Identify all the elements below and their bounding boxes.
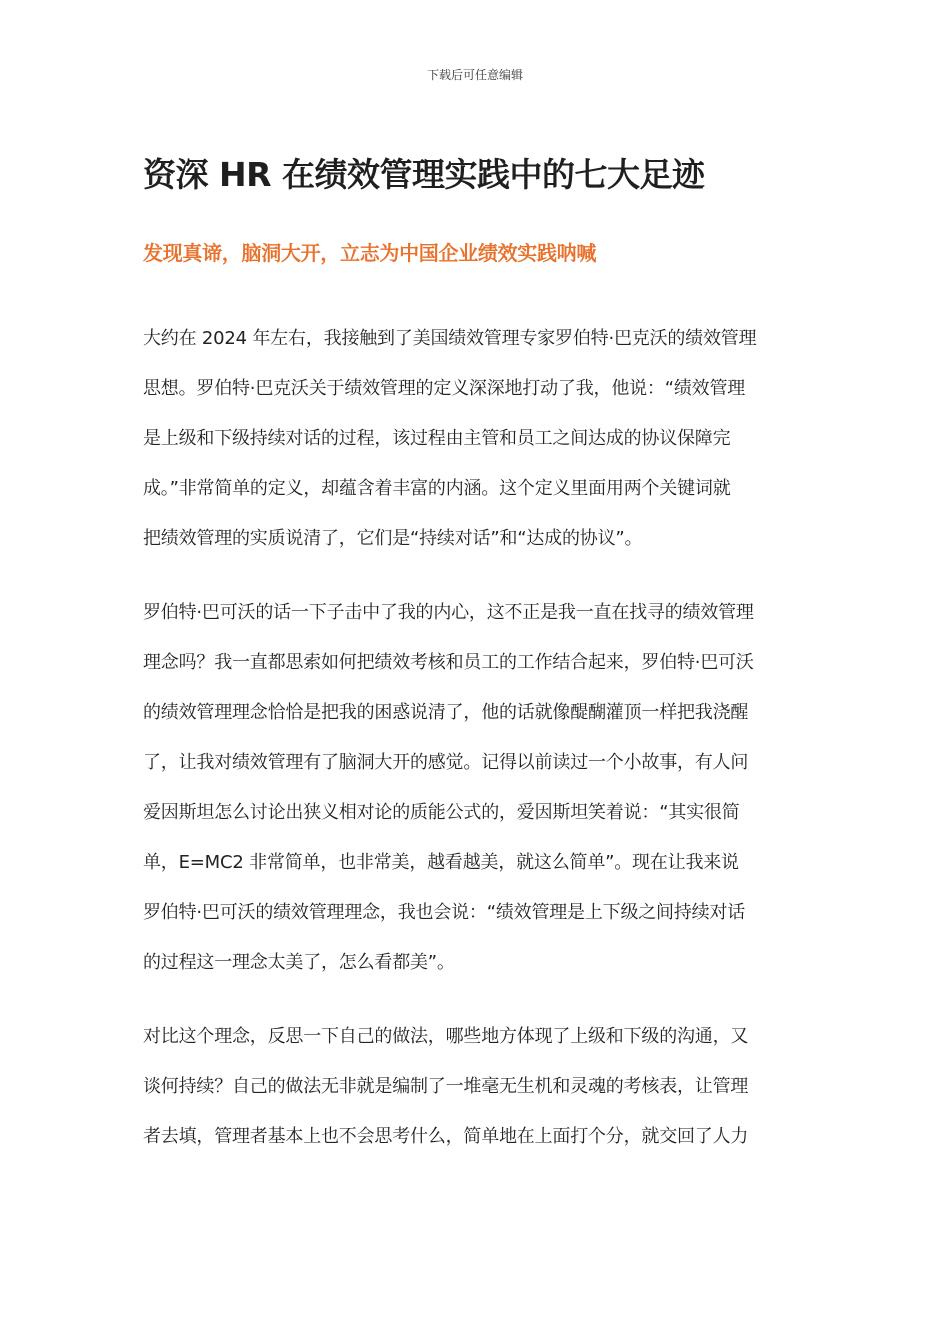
text-line: 大约在 2024 年左右，我接触到了美国绩效管理专家罗伯特·巴克沃的绩效管理	[143, 328, 757, 349]
paragraph-2	[143, 588, 807, 988]
text-line: 的过程这一理念太美了，怎么看都美”。	[143, 952, 455, 973]
text-line: 罗伯特·巴可沃的绩效管理理念，我也会说：“绩效管理是上下级之间持续对话	[143, 902, 746, 923]
text-line: 对比这个理念，反思一下自己的做法，哪些地方体现了上级和下级的沟通，又	[143, 1026, 749, 1047]
text-line: 理念吗？我一直都思索如何把绩效考核和员工的工作结合起来，罗伯特·巴可沃	[143, 652, 754, 673]
text-line: 者去填，管理者基本上也不会思考什么，简单地在上面打个分，就交回了人力	[143, 1126, 749, 1147]
article-body	[143, 314, 807, 1186]
text-line: 成。”非常简单的定义，却蕴含着丰富的内涵。这个定义里面用两个关键词就	[143, 478, 731, 499]
paragraph-3	[143, 1012, 807, 1162]
text-line: 思想。罗伯特·巴克沃关于绩效管理的定义深深地打动了我，他说：“绩效管理	[143, 378, 746, 399]
text-line: 谈何持续？自己的做法无非就是编制了一堆毫无生机和灵魂的考核表，让管理	[143, 1076, 749, 1097]
article-subtitle: 发现真谛，脑洞大开，立志为中国企业绩效实践呐喊	[143, 241, 597, 265]
paragraph-1	[143, 314, 807, 564]
article-title: 资深 HR 在绩效管理实践中的七大足迹	[143, 155, 705, 194]
text-line: 爱因斯坦怎么讨论出狭义相对论的质能公式的，爱因斯坦笑着说：“其实很简	[143, 802, 740, 823]
text-line: 罗伯特·巴可沃的话一下子击中了我的内心，这不正是我一直在找寻的绩效管理	[143, 602, 754, 623]
text-line: 了，让我对绩效管理有了脑洞大开的感觉。记得以前读过一个小故事，有人问	[143, 752, 749, 773]
text-line: 是上级和下级持续对话的过程，该过程由主管和员工之间达成的协议保障完	[143, 428, 731, 449]
header-note: 下载后可任意编辑	[426, 68, 523, 82]
text-line: 单，E=MC2 非常简单，也非常美，越看越美，就这么简单”。现在让我来说	[143, 852, 739, 873]
text-line: 的绩效管理理念恰恰是把我的困惑说清了，他的话就像醍醐灌顶一样把我浇醒	[143, 702, 749, 723]
text-line: 把绩效管理的实质说清了，它们是“持续对话”和“达成的协议”。	[143, 528, 643, 549]
